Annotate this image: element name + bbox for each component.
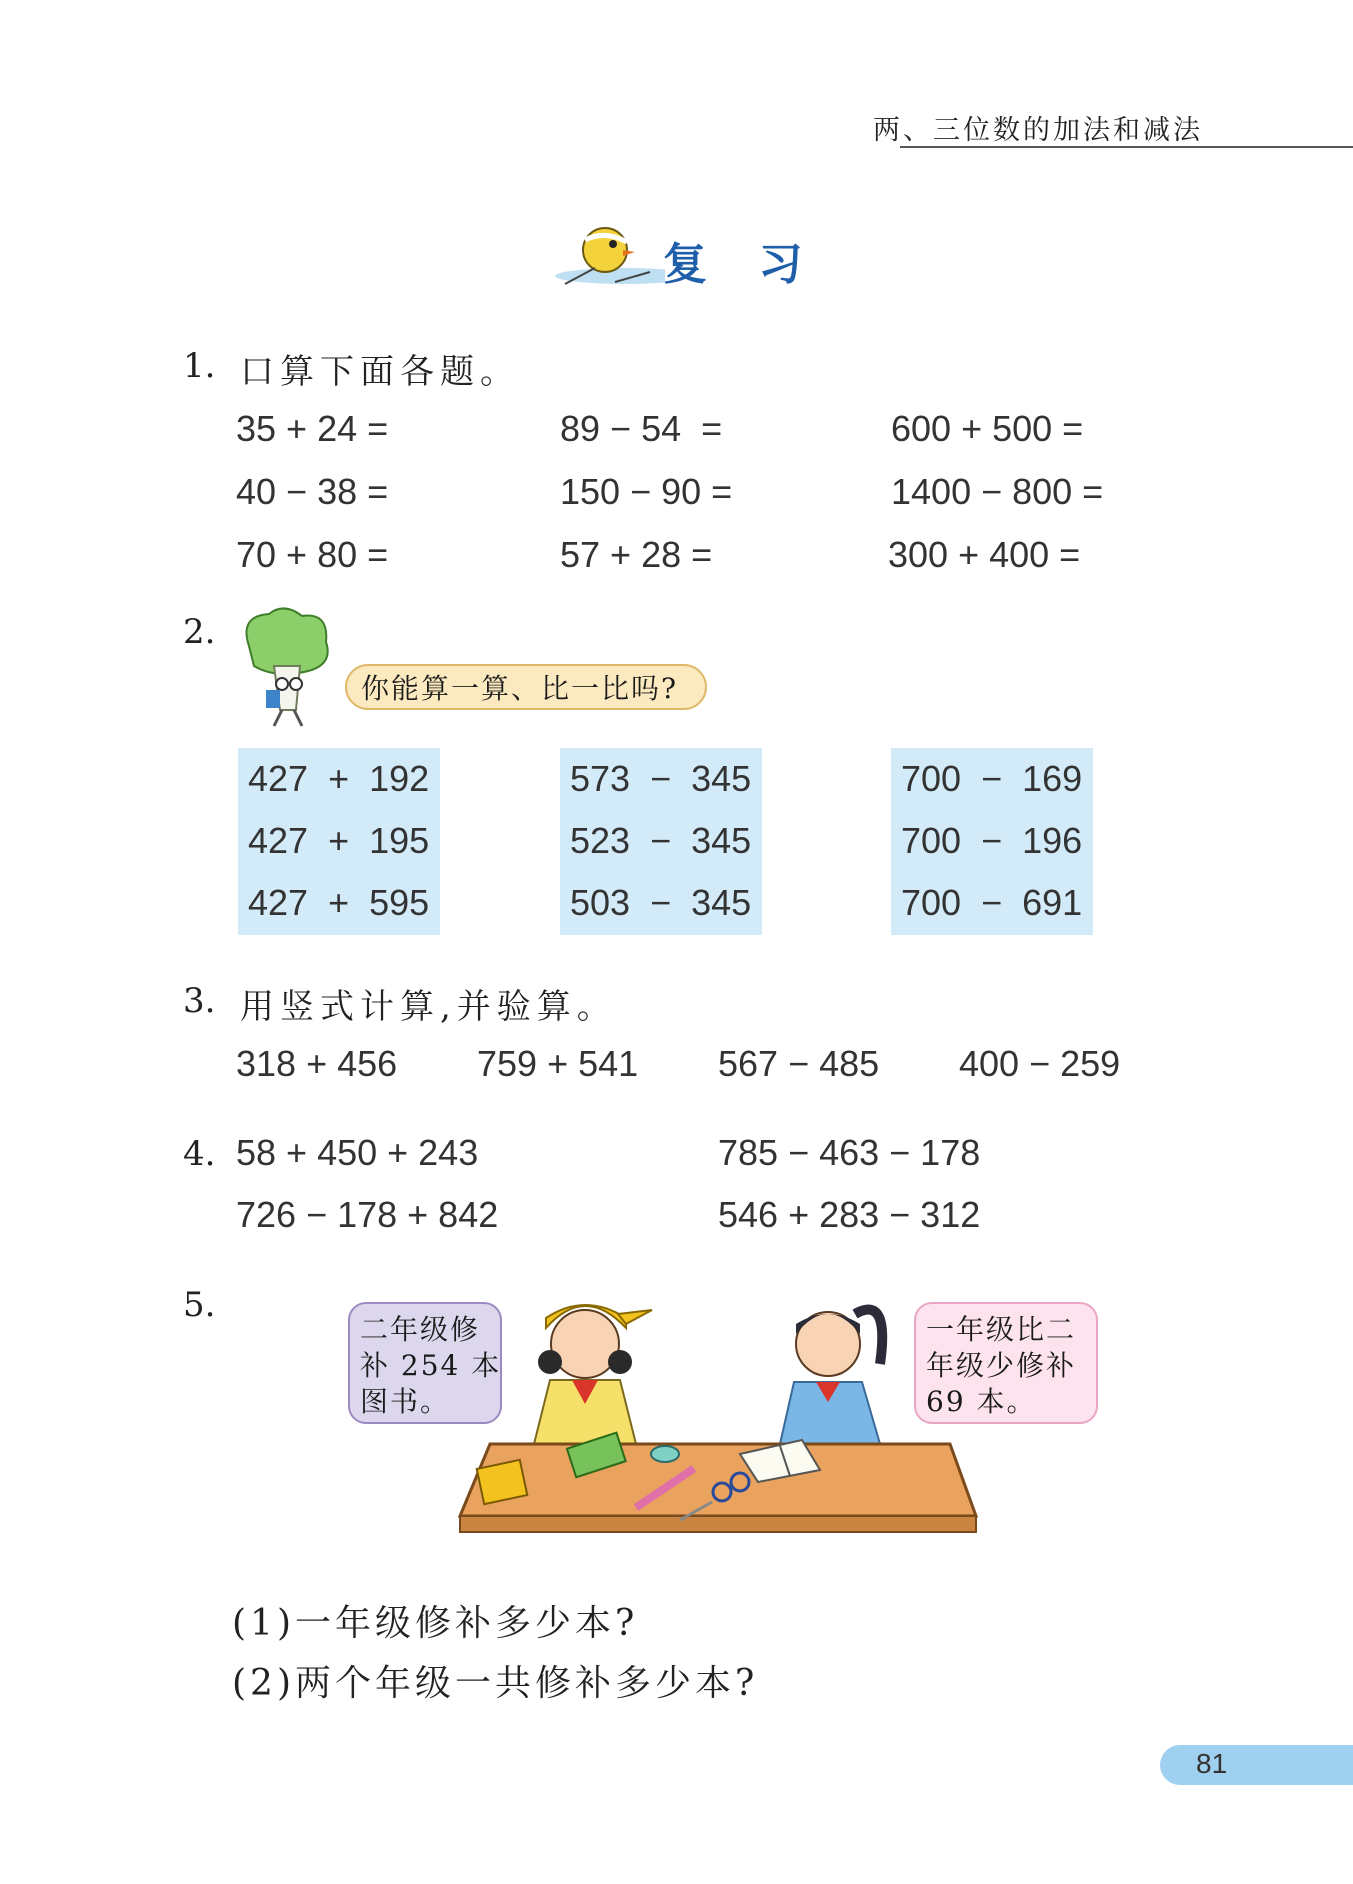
q2-expression: 573 − 345 [570, 758, 752, 799]
q4-item: 785 − 463 − 178 [718, 1132, 981, 1173]
q1-item: 300 + 400 = [888, 534, 1081, 575]
chapter-title: 两、三位数的加法和减法 [873, 115, 1203, 146]
q3-item: 567 − 485 [718, 1043, 880, 1084]
q2-expression: 427 + 195 [248, 820, 430, 861]
q1-item: 600 + 500 = [891, 408, 1084, 449]
q2-group-1 [238, 748, 440, 935]
q1-instruction: 口算下面各题。 [240, 352, 520, 392]
cabbage-mascot-icon [234, 606, 344, 730]
q1-item: 1400 − 800 = [891, 471, 1104, 512]
q5-sub-question-1: (1)一年级修补多少本? [232, 1603, 639, 1644]
q3-item: 759 + 541 [477, 1043, 639, 1084]
q2-expression: 700 − 196 [901, 820, 1083, 861]
chick-mascot-icon [555, 222, 665, 292]
q5-sub-question-2: (2)两个年级一共修补多少本? [232, 1663, 759, 1704]
q4-item: 58 + 450 + 243 [236, 1132, 479, 1173]
q5-number: 5. [183, 1285, 216, 1325]
q2-expression: 700 − 691 [901, 882, 1083, 923]
section-title: 复 习 [663, 239, 821, 290]
q2-expression: 503 − 345 [570, 882, 752, 923]
students-at-table-illustration [440, 1284, 1000, 1564]
q1-item: 40 − 38 = [236, 471, 389, 512]
q3-item: 400 − 259 [959, 1043, 1121, 1084]
q4-item: 546 + 283 − 312 [718, 1194, 981, 1235]
q3-number: 3. [183, 981, 216, 1021]
q2-expression: 427 + 192 [248, 758, 430, 799]
q5-left-speech-bubble: 二年级修 补 254 本 图书。 [348, 1302, 502, 1424]
q2-expression: 700 − 169 [901, 758, 1083, 799]
page-number-tab [1160, 1745, 1353, 1785]
q2-expression: 523 − 345 [570, 820, 752, 861]
page-number: 81 [1196, 1748, 1228, 1779]
q1-item: 89 − 54 = [560, 408, 723, 449]
q2-number: 2. [183, 612, 216, 652]
q1-item: 150 − 90 = [560, 471, 733, 512]
q4-item: 726 − 178 + 842 [236, 1194, 499, 1235]
q2-group-2 [560, 748, 762, 935]
q4-number: 4. [183, 1134, 216, 1174]
q2-group-3 [891, 748, 1093, 935]
q1-number: 1. [183, 346, 216, 386]
q2-expression: 427 + 595 [248, 882, 430, 923]
q1-item: 35 + 24 = [236, 408, 389, 449]
q1-item: 57 + 28 = [560, 534, 713, 575]
q1-item: 70 + 80 = [236, 534, 389, 575]
q3-item: 318 + 456 [236, 1043, 398, 1084]
q5-right-speech-bubble: 一年级比二 年级少修补 69 本。 [914, 1302, 1098, 1424]
q2-speech-bubble: 你能算一算、比一比吗? [345, 664, 707, 710]
q3-instruction: 用竖式计算,并验算。 [240, 987, 617, 1027]
section-title-group [555, 222, 821, 292]
header-rule [900, 146, 1353, 148]
